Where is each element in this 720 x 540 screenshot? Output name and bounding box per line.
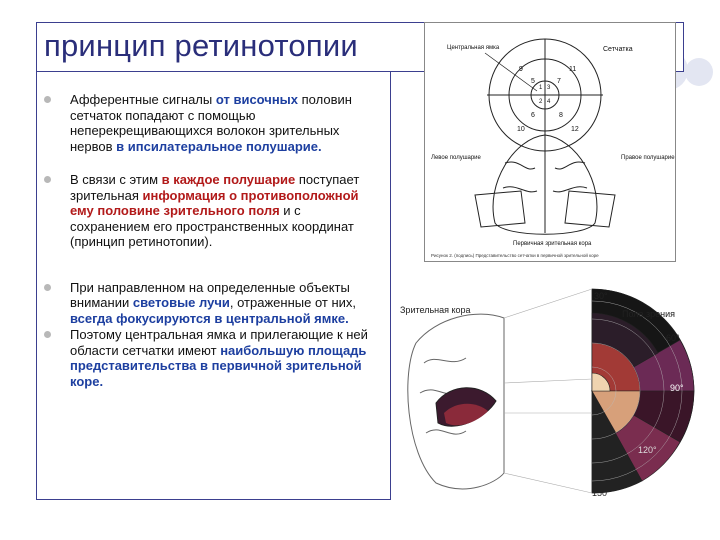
bullet-text [70,172,359,249]
angle-90: 90° [670,383,684,393]
text-run: поступает зрительная [70,172,360,203]
decor-circle-3 [685,58,713,86]
angle-60: 60° [666,333,680,343]
text-run: световые лучи [132,295,230,310]
left-hemisphere-label: Левое полушарие [431,155,481,161]
bullet-item [38,327,383,389]
retina-num: 1 [539,85,543,91]
cortex-label: Зрительная кора [400,305,471,315]
text-run: половин сетчаток попадают с помощью неперекрещивающихся волокон зрительных нервов [70,92,352,154]
retina-num: 9 [519,66,523,73]
retina-num: 6 [531,112,535,119]
retina-num: 4 [547,99,551,105]
bullet-list [38,92,383,389]
retina-label: Сетчатка [603,46,633,53]
bullet-dot [44,331,51,338]
text-run: и с сохранением его пространственных координат (принцип ретинотопии). [70,203,354,249]
retina-num: 10 [517,126,525,133]
field-label: Поле зрения [622,309,676,319]
retina-num: 2 [539,99,543,105]
bullet-item [38,92,383,154]
right-hemisphere-label: Правое полушарие [621,155,675,161]
retina-num: 11 [569,66,577,73]
cortex-label: Первичная зрительная кора [513,241,592,247]
bullet-text [70,92,352,154]
retina-num: 12 [571,126,579,133]
angle-120: 120° [638,445,657,455]
fovea-label: Центральная ямка [447,45,500,51]
bullet-dot [44,176,51,183]
text-run: от височных [215,92,299,107]
bullet-text [70,327,368,389]
text-run: в ипсилатеральное полушарие. [116,138,322,154]
angle-150: 150° [592,488,611,498]
text-run: В связи с этим [70,172,162,187]
retinotopy-diagram-svg [425,23,675,261]
text-run: , отраженные от них, [229,295,357,310]
retinotopy-diagram [424,22,676,262]
retina-num: 8 [559,112,563,119]
bullet-text [70,280,356,326]
slide-title: принцип ретинотопии [44,28,358,63]
bullet-dot [44,284,51,291]
text-run: Поэтому центральная ямка и прилегающие к ней области сетчатки имеют [70,327,368,358]
text-run: Афферентные сигналы [70,92,216,107]
retina-num: 3 [547,85,551,91]
visual-field-diagram [396,283,696,499]
bullet-item [38,172,383,250]
text-run: в каждое полушарие [161,172,296,187]
visual-field-svg [396,283,696,499]
figure-caption: Рисунок 2. (подпись) Представительство сетчатки в первичной зрительной коре [431,253,599,258]
text-run: При направленном на определенные объекты внимании [70,279,350,310]
angle-30: 30° [594,291,608,301]
retina-num: 7 [557,78,561,85]
text-run: информация о противоположной ему половине зрительного поля [70,187,359,218]
text-run: всегда фокусируются в центральной ямке. [70,310,349,326]
bullet-dot [44,96,51,103]
text-run: наибольшую площадь представительства в первичной зрительной коре. [70,342,367,389]
retina-num: 5 [531,78,535,85]
bullet-item [38,280,383,327]
